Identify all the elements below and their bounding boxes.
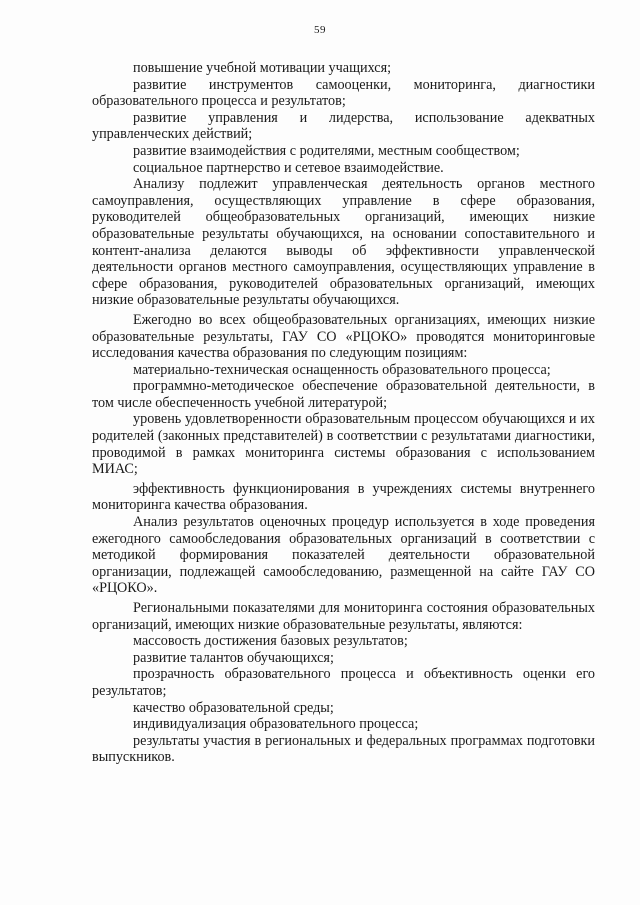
paragraph: Региональными показателями для мониторинга состояния образовательных организаций, имеющих низкие образовательные результаты, являются: [92, 600, 595, 633]
paragraph: развитие взаимодействия с родителями, местным сообществом; [133, 142, 520, 159]
paragraph: результаты участия в региональных и федеральных программах подготовки выпускников. [92, 732, 595, 766]
paragraph: повышение учебной мотивации учащихся; [133, 60, 392, 76]
paragraph: социальное партнерство и сетевое взаимодействие. [133, 159, 444, 176]
paragraph: Анализ результатов оценочных процедур используется в ходе проведения ежегодного самообследования образовательных организаций в соответствии с методикой формирования показателей деятельности образовательной организации, подлежащей самообследованию, размещенной на сайте ГАУ СО «РЦОКО». [92, 514, 595, 597]
paragraph: развитие талантов обучающихся; [133, 649, 334, 666]
paragraph: прозрачность образовательного процесса и объективность оценки его результатов; [92, 666, 595, 699]
paragraph: уровень удовлетворенности образовательным процессом обучающихся и их родителей (законных представителей) в соответствии с результатами диагностики, проводимой в рамках мониторинга системы образования с использованием МИАС; [92, 411, 595, 478]
paragraph: эффективность функционирования в учреждениях системы внутреннего мониторинга качества образования. [92, 480, 595, 514]
document-body [92, 60, 595, 766]
paragraph: программно-методическое обеспечение образовательной деятельности, в том числе обеспеченность учебной литературой; [92, 378, 595, 411]
paragraph: развитие инструментов самооценки, мониторинга, диагностики образовательного процесса и результатов; [92, 76, 595, 110]
page-number: 59 [314, 24, 326, 36]
paragraph: материально-техническая оснащенность образовательного процесса; [133, 361, 551, 378]
paragraph: индивидуализация образовательного процесса; [133, 716, 419, 733]
paragraph: Анализу подлежит управленческая деятельность органов местного самоуправления, осуществляющих управление в сфере образования, руководителей общеобразовательных организаций, имеющих низкие образовательные результаты обучающихся, на основании сопоставительного и контент-анализа делаются выводы об эффективности управленческой деятельности органов местного самоуправления, осуществляющих управление в сфере образования, руководителей образовательных организаций, имеющих низкие образовательные результаты обучающихся. [92, 176, 595, 309]
paragraph: массовость достижения базовых результатов; [133, 633, 408, 650]
paragraph: Ежегодно во всех общеобразовательных организациях, имеющих низкие образовательные результаты, ГАУ СО «РЦОКО» проводятся мониторинговые исследования качества образования по следующим позициям: [92, 311, 595, 362]
paragraph: развитие управления и лидерства, использование адекватных управленческих действий; [92, 109, 595, 143]
paragraph: качество образовательной среды; [133, 699, 334, 716]
